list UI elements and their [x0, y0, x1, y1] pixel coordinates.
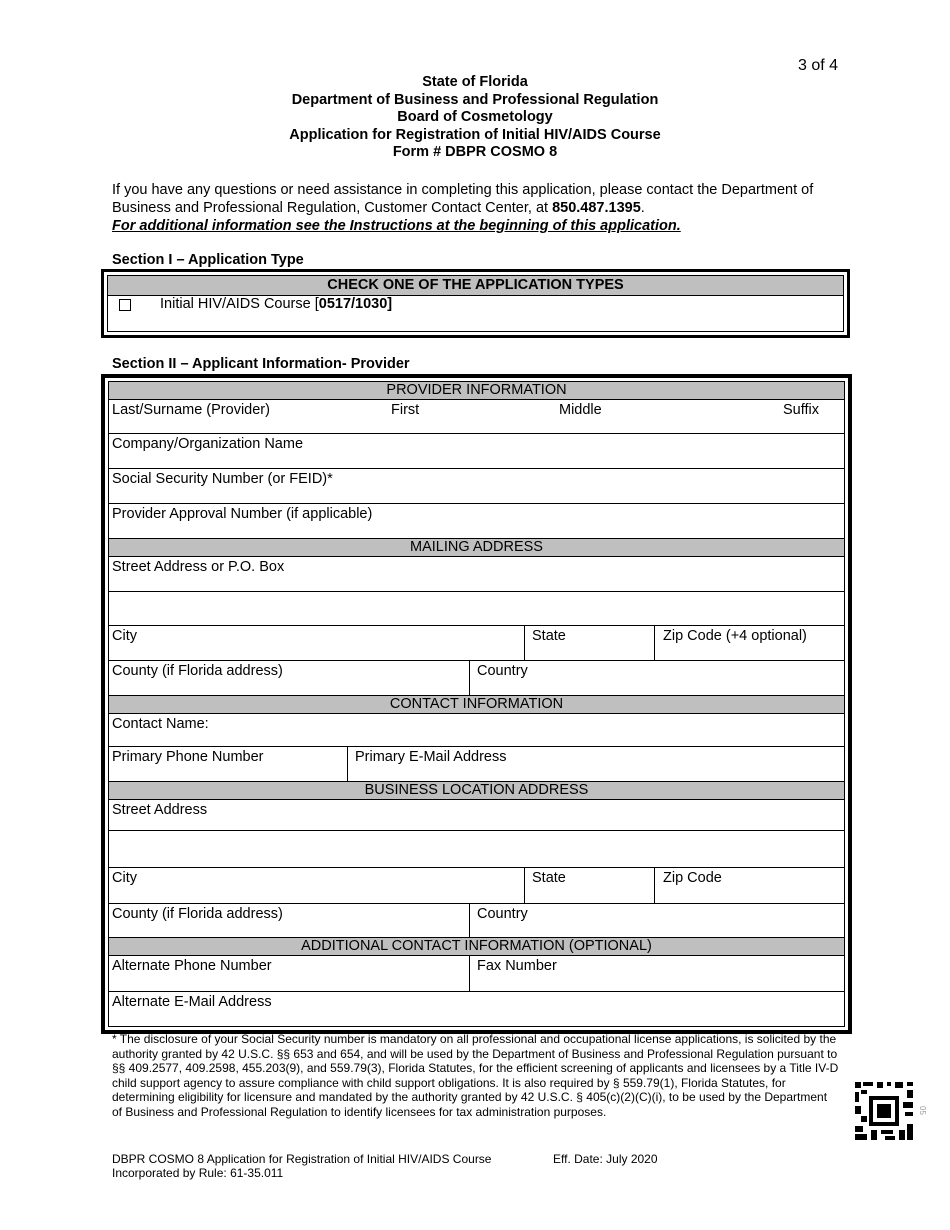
footer-form-line: DBPR COSMO 8 Application for Registration of Initial HIV/AIDS Course: [112, 1152, 492, 1166]
divider: [469, 956, 470, 991]
primary-phone-label: Primary Phone Number: [112, 749, 264, 765]
provider-information-band: PROVIDER INFORMATION: [109, 382, 844, 400]
business-location-band: BUSINESS LOCATION ADDRESS: [109, 782, 844, 800]
mailing-city-row[interactable]: [109, 626, 844, 661]
header-department: Department of Business and Professional Regulation: [291, 91, 659, 108]
form-header: [0, 74, 950, 162]
option-code: 0517/1030]: [318, 296, 393, 312]
ssn-disclosure-footnote: * The disclosure of your Social Security number is mandatory on all professional and occupational license applications, is solicited by the authority granted by 42 U.S.C. §§ 653 and 654, and will be used by the Department of Business and Professional Regulation pursuant to §§ 409.2577, 409.2598, 455.203(9), and 559.79(3), Florida Statutes, for the efficient screening of applicants and licensees by a Title IV-D child support agency to assure compliance with child support obligations. It is also required by § 559.79(1), Florida Statutes, for determining eligibility for licensure and mandated by the authority granted by 42 U.S.C. § 405(c)(2)(C)(i), to be used by the Department of Business and Professional Regulation to identify licensees for tax administration purposes.: [112, 1032, 839, 1119]
business-state-label: State: [532, 870, 566, 886]
business-city-label: City: [112, 870, 137, 886]
provider-approval-label: Provider Approval Number (if applicable): [112, 506, 373, 522]
form-footer: [112, 1152, 491, 1180]
divider: [524, 868, 525, 903]
checkbox-initial-course[interactable]: [119, 299, 131, 311]
application-type-bar: CHECK ONE OF THE APPLICATION TYPES: [108, 276, 843, 296]
contact-information-band: CONTACT INFORMATION: [109, 696, 844, 714]
business-county-row[interactable]: [109, 904, 844, 938]
option-label: [160, 296, 392, 312]
contact-name-field[interactable]: [109, 714, 844, 747]
instructions-note: For additional information see the Instructions at the beginning of this application.: [112, 218, 681, 234]
primary-email-label: Primary E-Mail Address: [355, 749, 507, 765]
divider: [524, 626, 525, 660]
effective-date: Eff. Date: July 2020: [553, 1152, 658, 1166]
header-board: Board of Cosmetology: [397, 109, 553, 125]
page-number: 3 of 4: [797, 57, 838, 74]
business-street-field[interactable]: [109, 800, 844, 831]
fax-label: Fax Number: [477, 958, 557, 974]
intro-text: If you have any questions or need assistance in completing this application, please contact the Department of Business and Professional Regulation, Customer Contact Center, at: [112, 182, 814, 216]
footer-rule-line: Incorporated by Rule: 61-35.011: [112, 1166, 284, 1180]
mailing-street-line2[interactable]: [109, 592, 844, 626]
alternate-contact-row[interactable]: [109, 956, 844, 992]
business-country-label: Country: [477, 906, 528, 922]
mailing-street-field[interactable]: [109, 557, 844, 592]
application-type-option[interactable]: [108, 296, 843, 318]
applicant-information-form: [101, 374, 852, 1034]
additional-contact-band: ADDITIONAL CONTACT INFORMATION (OPTIONAL): [109, 938, 844, 956]
suffix-label: Suffix: [783, 402, 820, 418]
application-type-box: [101, 269, 850, 338]
business-county-label: County (if Florida address): [112, 906, 283, 922]
intro-paragraph: [112, 181, 852, 235]
mailing-street-label: Street Address or P.O. Box: [112, 559, 285, 575]
header-state: State of Florida: [422, 74, 528, 90]
middle-name-label: Middle: [559, 402, 602, 418]
mailing-county-row[interactable]: [109, 661, 844, 696]
divider: [469, 904, 470, 937]
business-zip-label: Zip Code: [663, 870, 722, 886]
ssn-label: Social Security Number (or FEID)*: [112, 471, 333, 487]
mailing-country-label: Country: [477, 663, 528, 679]
intro-period: .: [640, 200, 645, 216]
mailing-address-band: MAILING ADDRESS: [109, 539, 844, 557]
mailing-county-label: County (if Florida address): [112, 663, 283, 679]
name-row[interactable]: [109, 400, 844, 434]
contact-name-label: Contact Name:: [112, 716, 209, 732]
qr-code-icon: [855, 1082, 913, 1140]
mailing-state-label: State: [532, 628, 566, 644]
divider: [469, 661, 470, 695]
divider: [654, 626, 655, 660]
provider-approval-field[interactable]: [109, 504, 844, 539]
qr-code-label: 05: [917, 1106, 927, 1115]
alternate-phone-label: Alternate Phone Number: [112, 958, 272, 974]
option-text: Initial HIV/AIDS Course [: [160, 296, 319, 312]
alternate-email-field[interactable]: [109, 992, 844, 1022]
business-city-row[interactable]: [109, 868, 844, 904]
last-name-label: Last/Surname (Provider): [112, 402, 270, 418]
alternate-email-label: Alternate E-Mail Address: [112, 994, 272, 1010]
business-street-line2[interactable]: [109, 831, 844, 868]
divider: [654, 868, 655, 903]
header-form-number: Form # DBPR COSMO 8: [392, 144, 558, 160]
section2-title: Section II – Applicant Information- Provider: [112, 356, 410, 372]
mailing-zip-label: Zip Code (+4 optional): [663, 628, 807, 644]
first-name-label: First: [391, 402, 420, 418]
section1-title: Section I – Application Type: [112, 252, 304, 268]
company-field[interactable]: [109, 434, 844, 469]
ssn-field[interactable]: [109, 469, 844, 504]
primary-contact-row[interactable]: [109, 747, 844, 782]
header-application-title: Application for Registration of Initial HIV/AIDS Course: [289, 126, 661, 143]
divider: [347, 747, 348, 781]
business-street-label: Street Address: [112, 802, 208, 818]
contact-phone: 850.487.1395: [552, 200, 641, 216]
mailing-city-label: City: [112, 628, 137, 644]
company-label: Company/Organization Name: [112, 436, 304, 452]
